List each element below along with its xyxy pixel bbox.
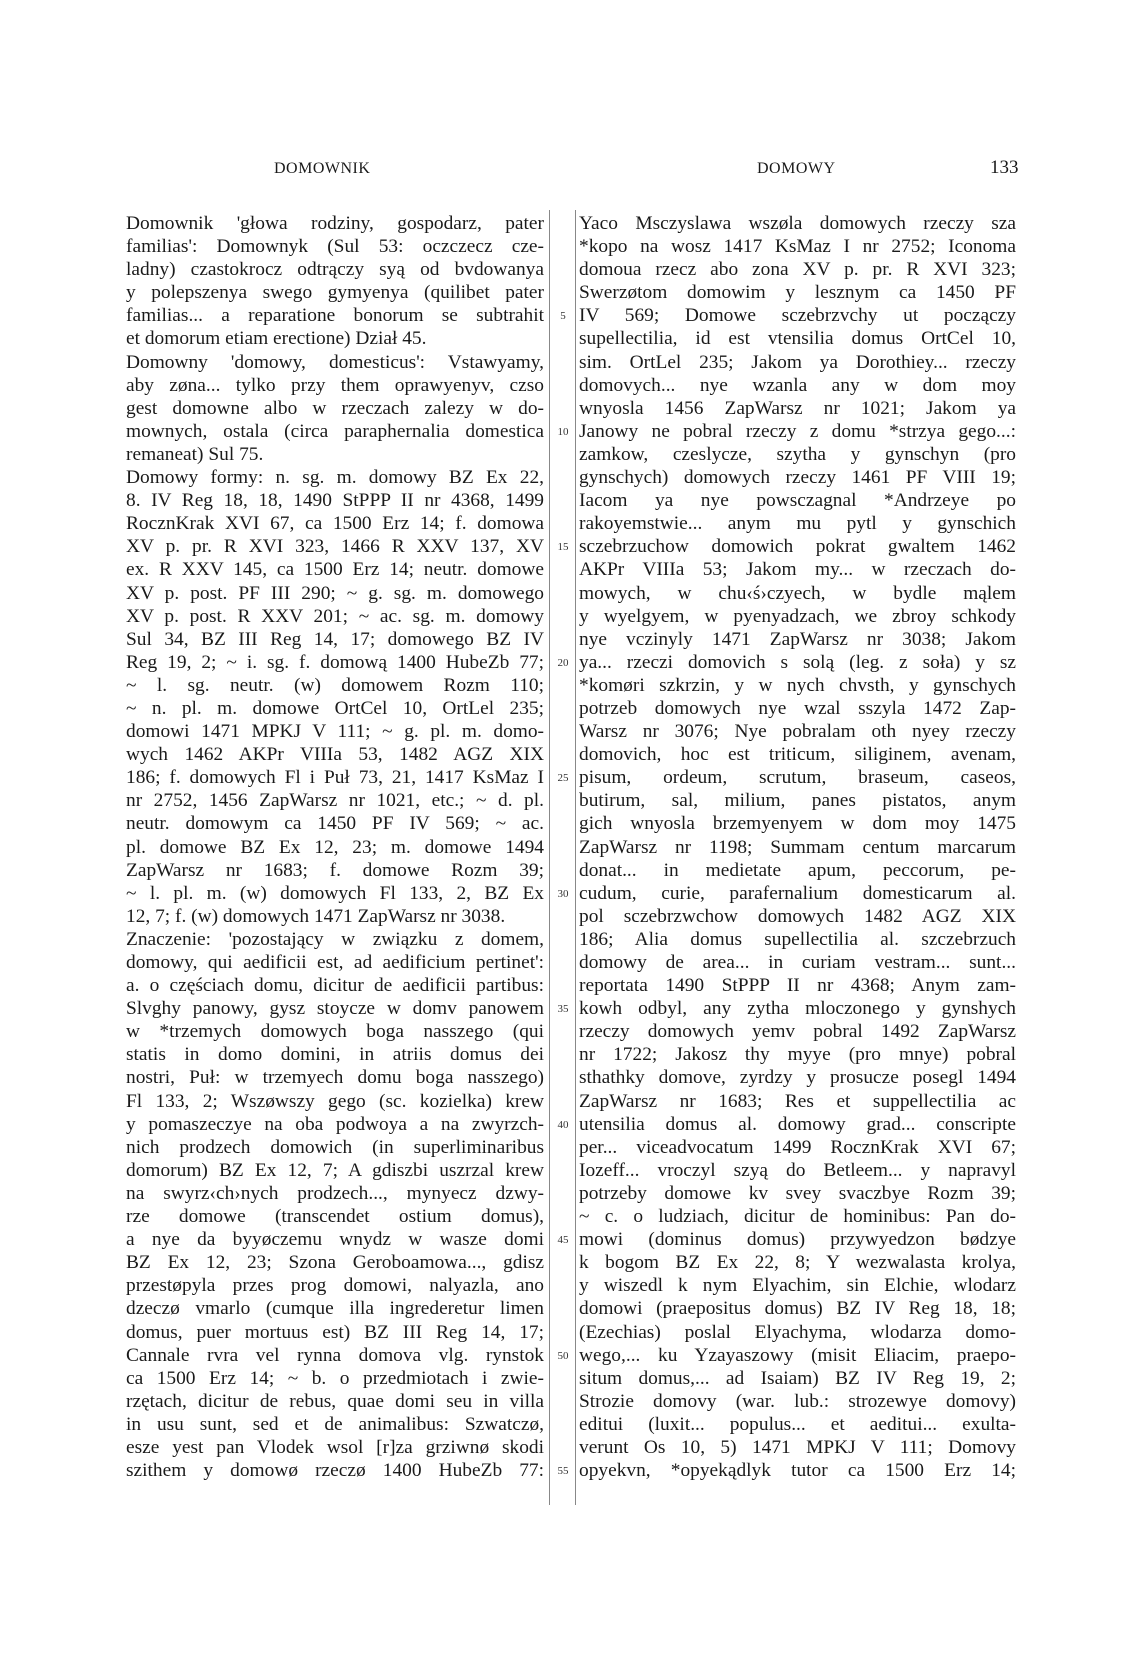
right-column-line: potrzeby domowe kv svey svaczbye Rozm 39; xyxy=(579,1182,1016,1204)
right-column-line: Yaco Msczyslawa wszøla domowych rzeczy sza xyxy=(579,213,1016,234)
left-column-line: szithem y domowø rzeczø 1400 HubeZb 77: xyxy=(126,1460,544,1482)
left-column-line: nostri, Puł: w trzemyech domu boga nasszego) xyxy=(126,1067,544,1089)
right-column-line: sthathky domove, zyrdzy y prosucze posegl 1494 xyxy=(579,1067,1016,1089)
right-column-line: per... viceadvocatum 1499 RocznKrak XVI 67; xyxy=(579,1136,1016,1158)
right-column-line: ~ c. o ludziach, dicitur de hominibus: Pan do- xyxy=(579,1206,1016,1228)
right-column-line: reportata 1490 StPPP II nr 4368; Anym zam- xyxy=(579,975,1016,997)
line-number: 5 xyxy=(560,310,566,323)
right-column-line: potrzeb domowych nye wzal sszyla 1472 Zap- xyxy=(579,697,1016,719)
right-column-line: Iacom ya nye powsczagnal *Andrzeye po xyxy=(579,490,1016,512)
right-column-line: y wyelgyem, w pyenyadzach, we zbroy schkody xyxy=(579,605,1016,627)
line-number: 35 xyxy=(557,1003,569,1016)
left-column-line: domowy, qui aedificii est, ad aedificium pertinet': xyxy=(126,952,544,973)
right-column-line: zamkow, czeslycze, szytha y gynschyn (pro xyxy=(579,443,1016,465)
left-column-line: neutr. domowym ca 1450 PF IV 569; ~ ac. xyxy=(126,813,544,835)
right-column-line: sczebrzuchow domowich pokrat gwaltem 1462 xyxy=(579,536,1016,558)
right-column-line: Warsz nr 3076; Nye pobralam oth nyey rzeczy xyxy=(579,721,1016,743)
left-column-line: ex. R XXV 145, ca 1500 Erz 14; neutr. domowe xyxy=(126,559,544,581)
left-column-line: 186; f. domowych Fl i Puł 73, 21, 1417 KsMaz I xyxy=(126,767,544,789)
left-column-line: 12, 7; f. (w) domowych 1471 ZapWarsz nr 3038. xyxy=(126,905,506,927)
column-rule-left xyxy=(549,210,550,1505)
right-column-line: situm domus,... ad Isaiam) BZ IV Reg 19, 2; xyxy=(579,1367,1016,1389)
left-column-line: aby zøna... tylko przy them oprawyenyv, czso xyxy=(126,374,544,396)
left-column-line: RocznKrak XVI 67, ca 1500 Erz 14; f. domowa xyxy=(126,513,544,535)
right-column-line: Iozeff... vroczyl szyą do Betleem... y napravyl xyxy=(579,1159,1016,1181)
left-column-line: y pomaszeczye na oba podwoya a na zwyrzch- xyxy=(126,1113,544,1135)
left-column-line: rzętach, dicitur de rebus, quae domi seu in villa xyxy=(126,1390,544,1412)
right-column-line: gynschych) domowych rzeczy 1461 PF VIII 19; xyxy=(579,467,1016,489)
right-column-line: mowych, w chu‹ś›czyech, w bydle mąlem xyxy=(579,582,1016,604)
left-column-line: Fl 133, 2; Wszøwszy gego (sc. kozielka) krew xyxy=(126,1090,544,1112)
running-header-left: DOMOWNIK xyxy=(274,160,371,177)
left-column xyxy=(126,212,544,1482)
left-column-line: in usu sunt, sed et de animalibus: Szwatczø, xyxy=(126,1413,544,1435)
line-number: 20 xyxy=(557,656,569,669)
left-column-line: et domorum etiam erectione) Dział 45. xyxy=(126,328,427,350)
left-column-line: a. o częściach domu, dicitur de aedificii partibus: xyxy=(126,975,544,997)
right-column-line: *komøri szkrzin, y w nych chvsth, y gynschych xyxy=(579,674,1016,696)
right-column-line: domowy de area... in curiam vestram... sunt... xyxy=(579,952,1016,973)
left-column-line: ladny) czastokrocz odtrączy syą od bvdowanya xyxy=(126,259,544,281)
left-column-line: XV p. post. R XXV 201; ~ ac. sg. m. domowy xyxy=(126,605,544,627)
right-column-line: y wiszedl k nym Elyachim, sin Elchie, wlodarz xyxy=(579,1275,1016,1297)
right-column-line: ZapWarsz nr 1683; Res et suppellectilia ac xyxy=(579,1090,1016,1112)
left-column-line: statis in domo domini, in atriis domus dei xyxy=(126,1044,544,1066)
right-column-line: wego,... ku Yzayaszowy (misit Eliacim, praepo- xyxy=(579,1344,1016,1366)
left-column-line: 8. IV Reg 18, 18, 1490 StPPP II nr 4368, 1499 xyxy=(126,490,544,512)
right-column-line: Strozie domovy (war. lub.: strozewye domovy) xyxy=(579,1390,1016,1412)
left-column-line: BZ Ex 12, 23; Szona Geroboamowa..., gdisz xyxy=(126,1252,544,1274)
left-column-line: mownych, ostala (circa paraphernalia domestica xyxy=(126,420,544,442)
line-number: 45 xyxy=(557,1234,569,1247)
column-ruler xyxy=(549,210,575,1505)
page-number: 133 xyxy=(990,157,1019,178)
right-column-line: domovych... nye wzanla any w dom moy xyxy=(579,374,1016,396)
right-column-line: butirum, sal, milium, panes pistatos, anym xyxy=(579,790,1016,812)
left-column-line: przestøpyla przes prog domowi, nalyazla, ano xyxy=(126,1275,544,1297)
line-number: 15 xyxy=(557,541,569,554)
right-column-line: supellectilia, id est vtensilia domus OrtCel 10, xyxy=(579,328,1016,350)
left-column-line: nich prodzech domowich (in superliminaribus xyxy=(126,1136,544,1158)
right-column-line: domoua rzecz abo zona XV p. pr. R XVI 323; xyxy=(579,259,1016,281)
left-column-line: ~ l. sg. neutr. (w) domowem Rozm 110; xyxy=(126,674,544,696)
left-column-line: Znaczenie: 'pozostający w związku z domem, xyxy=(126,928,544,950)
left-column-line: y polepszenya swego gymyenya (quilibet pater xyxy=(126,282,544,304)
right-column-line: (Ezechias) poslal Elyachyma, wlodarza domo- xyxy=(579,1321,1016,1343)
right-column-line: editui (luxit... populus... et aeditui... exulta- xyxy=(579,1413,1016,1435)
left-column-line: dzeczø vmarlo (cumque illa ingrederetur limen xyxy=(126,1298,544,1320)
left-column-line: na swyrz‹ch›nych prodzech..., mynyecz dzwy- xyxy=(126,1182,544,1204)
right-column-line: gich wnyosla brzemyenyem w dom moy 1475 xyxy=(579,813,1016,835)
right-column-line: nr 1722; Jakosz thy myye (pro mnye) pobral xyxy=(579,1044,1016,1066)
right-column-line: ZapWarsz nr 1198; Summam centum marcarum xyxy=(579,836,1016,858)
left-column-line: Domowny 'domowy, domesticus': Vstawyamy, xyxy=(126,351,544,373)
right-column-line: pisum, ordeum, scrutum, braseum, caseos, xyxy=(579,767,1016,789)
right-column-line: 186; Alia domus supellectilia al. szczebrzuch xyxy=(579,928,1016,950)
right-column-line: Swerzøtom domowim y lesznym ca 1450 PF xyxy=(579,282,1016,304)
left-column-line: ~ n. pl. m. domowe OrtCel 10, OrtLel 235; xyxy=(126,697,544,719)
line-number: 40 xyxy=(557,1118,569,1131)
right-column-line: sim. OrtLel 235; Jakom ya Dorothiey... rzeczy xyxy=(579,351,1016,373)
left-column-line: esze yest pan Vlodek wsol [r]za grziwnø skodi xyxy=(126,1436,544,1458)
line-number: 50 xyxy=(557,1349,569,1362)
right-column-line: opyekvn, *opyekądlyk tutor ca 1500 Erz 14; xyxy=(579,1460,1016,1482)
left-column-line: familias': Domownyk (Sul 53: oczczecz cze- xyxy=(126,236,544,258)
left-column-line: Domowy formy: n. sg. m. domowy BZ Ex 22, xyxy=(126,467,544,489)
left-column-line: Domownik 'głowa rodziny, gospodarz, pater xyxy=(126,213,544,234)
left-column-line: Sul 34, BZ III Reg 14, 17; domowego BZ IV xyxy=(126,628,544,650)
left-column-line: domus, puer mortuus est) BZ III Reg 14, 17; xyxy=(126,1321,544,1343)
left-column-line: Reg 19, 2; ~ i. sg. f. domową 1400 HubeZb 77; xyxy=(126,651,544,673)
left-column-line: ZapWarsz nr 1683; f. domowe Rozm 39; xyxy=(126,859,544,881)
left-column-line: ~ l. pl. m. (w) domowych Fl 133, 2, BZ Ex xyxy=(126,882,544,904)
left-column-line: pl. domowe BZ Ex 12, 23; m. domowe 1494 xyxy=(126,836,544,858)
column-rule-right xyxy=(575,210,576,1505)
right-column-line: donat... in medietate apum, peccorum, pe- xyxy=(579,859,1016,881)
left-column-line: XV p. post. PF III 290; ~ g. sg. m. domowego xyxy=(126,582,544,604)
right-column-line: utensilia domus al. domowy grad... conscripte xyxy=(579,1113,1016,1135)
right-column-line: IV 569; Domowe sczebrzvchy ut począczy xyxy=(579,305,1016,327)
left-column-line: w *trzemych domowych boga nasszego (qui xyxy=(126,1021,544,1043)
right-column-line: domowi (praepositus domus) BZ IV Reg 18, 18; xyxy=(579,1298,1016,1320)
left-column-line: familias... a reparatione bonorum se subtrahit xyxy=(126,305,544,327)
left-column-line: Slvghy panowy, gysz stoycze w domv panowem xyxy=(126,998,544,1020)
right-column-line: cudum, curie, parafernalium domesticarum al. xyxy=(579,882,1016,904)
left-column-line: nr 2752, 1456 ZapWarsz nr 1021, etc.; ~ d. pl. xyxy=(126,790,544,812)
right-column-line: domovich, hoc est triticum, siliginem, avenam, xyxy=(579,744,1016,766)
line-number: 25 xyxy=(557,772,569,785)
right-column-line: rakoyemstwie... anym mu pytl y gynschich xyxy=(579,513,1016,535)
right-column-line: wnyosla 1456 ZapWarsz nr 1021; Jakom ya xyxy=(579,397,1016,419)
right-column-line: ya... rzeczi domovich s solą (leg. z soła) y sz xyxy=(579,651,1016,673)
right-column-line: mowi (dominus domus) przywyedzon bødzye xyxy=(579,1229,1016,1251)
right-column-line: verunt Os 10, 5) 1471 MPKJ V 111; Domovy xyxy=(579,1436,1016,1458)
right-column xyxy=(579,212,1016,1482)
left-column-line: wych 1462 AKPr VIIIa 53, 1482 AGZ XIX xyxy=(126,744,544,766)
left-column-line: a nye da byyøczemu wnydz w wasze domi xyxy=(126,1229,544,1251)
left-column-line: Cannale rvra vel rynna domova vlg. rynstok xyxy=(126,1344,544,1366)
left-column-line: domowi 1471 MPKJ V 111; ~ g. pl. m. domo- xyxy=(126,721,544,743)
right-column-line: AKPr VIIIa 53; Jakom my... w rzeczach do- xyxy=(579,559,1016,581)
left-column-line: XV p. pr. R XVI 323, 1466 R XXV 137, XV xyxy=(126,536,544,558)
left-column-line: ca 1500 Erz 14; ~ b. o przedmiotach i zwie- xyxy=(126,1367,544,1389)
line-number: 55 xyxy=(557,1465,569,1478)
left-column-line: rze domowe (transcendet ostium domus), xyxy=(126,1206,544,1228)
right-column-line: kowh odbyl, any zytha mloczonego y gynshych xyxy=(579,998,1016,1020)
right-column-line: Janowy ne pobral rzeczy z domu *strzya gego...: xyxy=(579,420,1016,442)
right-column-line: rzeczy domowych yemv pobral 1492 ZapWarsz xyxy=(579,1021,1016,1043)
right-column-line: pol sczebrzwchow domowych 1482 AGZ XIX xyxy=(579,905,1016,927)
left-column-line: remaneat) Sul 75. xyxy=(126,443,264,465)
left-column-line: gest domowne albo w rzeczach zalezy w do- xyxy=(126,397,544,419)
left-column-line: domorum) BZ Ex 12, 7; A gdiszbi uszrzal krew xyxy=(126,1159,544,1181)
line-number: 30 xyxy=(557,887,569,900)
right-column-line: *kopo na wosz 1417 KsMaz I nr 2752; Iconoma xyxy=(579,236,1016,258)
line-number: 10 xyxy=(557,425,569,438)
right-column-line: k bogom BZ Ex 22, 8; Y wezwalasta krolya, xyxy=(579,1252,1016,1274)
running-header-right: DOMOWY xyxy=(757,160,836,177)
right-column-line: nye vczinyly 1471 ZapWarsz nr 3038; Jakom xyxy=(579,628,1016,650)
